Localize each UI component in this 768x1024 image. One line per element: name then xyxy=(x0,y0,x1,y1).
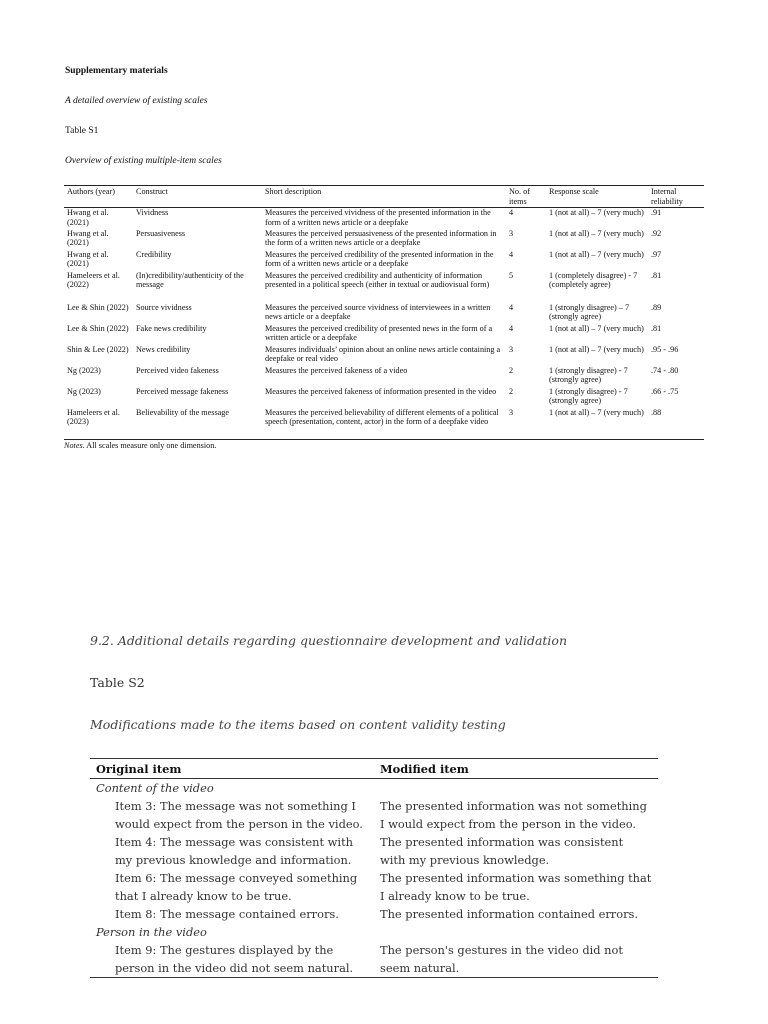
table-row xyxy=(90,869,658,905)
group-row xyxy=(90,779,658,798)
table-s2-title: Modifications made to the items based on content validity testing xyxy=(90,717,506,732)
cell-reliability: .91 xyxy=(651,208,662,218)
cell-modified-item: The person's gestures in the video did not seem natural. xyxy=(374,941,658,978)
group-row xyxy=(90,923,658,941)
section-heading: 9.2. Additional details regarding questionnaire development and validation xyxy=(90,633,567,648)
cell-description: Measures the perceived fakeness of information presented in the video xyxy=(265,386,497,396)
column-header-scale: Response scale xyxy=(546,186,648,208)
table-row xyxy=(64,366,704,387)
cell-scale: 1 (not at all) – 7 (very much) xyxy=(549,249,644,259)
cell-construct: Persuasiveness xyxy=(136,228,186,238)
column-header-description: Short description xyxy=(262,186,506,208)
cell-construct: Perceived message fakeness xyxy=(136,386,229,396)
column-header-modified: Modified item xyxy=(374,759,658,779)
cell-authors: Hwang et al. (2021) xyxy=(67,249,109,269)
table-s1-label: Table S1 xyxy=(65,126,99,136)
cell-modified-item: The presented information was consistent with my previous knowledge. xyxy=(380,835,624,867)
supplementary-heading: Supplementary materials xyxy=(65,66,168,76)
cell-construct: Source vividness xyxy=(136,302,192,312)
table-row xyxy=(64,345,704,366)
group-label-person: Person in the video xyxy=(96,925,207,939)
cell-modified-item: The presented information was something that I already know to be true. xyxy=(380,871,652,903)
cell-authors: Ng (2023) xyxy=(67,386,101,396)
cell-authors: Lee & Shin (2022) xyxy=(67,323,129,333)
cell-authors: Shin & Lee (2022) xyxy=(67,344,129,354)
cell-scale: 1 (not at all) – 7 (very much) xyxy=(549,323,644,333)
cell-reliability: .81 xyxy=(651,270,662,280)
cell-description: Measures the perceived vividness of the presented information in the form of a written news article or a deepfake xyxy=(265,208,491,227)
cell-reliability: .92 xyxy=(651,228,662,238)
table-s1-header-row xyxy=(64,186,704,208)
cell-items: 2 xyxy=(509,365,514,375)
table-s2-label: Table S2 xyxy=(90,675,145,690)
notes-text: . All scales measure only one dimension. xyxy=(82,441,217,450)
cell-description: Measures individuals’ opinion about an online news article containing a deepfake or real video xyxy=(265,344,501,364)
table-row xyxy=(64,208,704,229)
table-row xyxy=(64,408,704,440)
cell-construct: (In)credibility/authenticity of the message xyxy=(136,270,244,290)
cell-original-item: Item 3: The message was not something I would expect from the person in the video. xyxy=(115,799,363,831)
cell-modified-item: The presented information was not something I would expect from the person in the video. xyxy=(380,799,647,831)
notes-label: Notes xyxy=(64,441,83,450)
cell-description: Measures the perceived source vividness of interviewees in a written news article or a deepfake xyxy=(265,302,491,322)
cell-authors: Hwang et al. (2021) xyxy=(67,228,109,248)
cell-items: 4 xyxy=(509,323,514,333)
cell-original-item: Item 8: The message contained errors. xyxy=(115,907,339,921)
cell-scale: 1 (strongly disagree) – 7 (strongly agree) xyxy=(549,302,630,322)
cell-items: 2 xyxy=(509,386,514,396)
table-row xyxy=(64,271,704,303)
cell-scale: 1 (not at all) – 7 (very much) xyxy=(546,408,648,440)
cell-original-item: Item 9: The gestures displayed by the person in the video did not seem natural. xyxy=(90,941,374,978)
table-s2-header-row xyxy=(90,759,658,779)
cell-items: 5 xyxy=(509,270,514,280)
cell-construct: News credibility xyxy=(136,344,191,354)
table-s1-notes xyxy=(64,441,216,450)
cell-authors: Ng (2023) xyxy=(67,365,101,375)
cell-scale: 1 (not at all) – 7 (very much) xyxy=(549,208,644,218)
cell-construct: Fake news credibility xyxy=(136,323,207,333)
cell-scale: 1 (strongly disagree) - 7 (strongly agree) xyxy=(549,386,628,406)
table-row xyxy=(64,324,704,345)
cell-original-item: Item 4: The message was consistent with my previous knowledge and information. xyxy=(115,835,353,867)
cell-reliability: .81 xyxy=(651,323,662,333)
cell-description: Measures the perceived credibility of presented news in the form of a written article or a deepfake xyxy=(265,323,493,343)
cell-description: Measures the perceived fakeness of a video xyxy=(265,365,408,375)
cell-scale: 1 (not at all) – 7 (very much) xyxy=(549,344,644,354)
table-row xyxy=(64,387,704,408)
cell-description: Measures the perceived persuasiveness of the presented information in the form of a written news article or a deepfake xyxy=(265,228,497,248)
column-header-authors: Authors (year) xyxy=(64,186,133,208)
table-row xyxy=(90,905,658,923)
cell-authors: Hameleers et al. (2023) xyxy=(64,408,133,440)
cell-reliability: .97 xyxy=(651,249,662,259)
cell-authors: Lee & Shin (2022) xyxy=(67,302,129,312)
cell-scale: 1 (not at all) – 7 (very much) xyxy=(549,228,644,238)
column-header-items: No. of items xyxy=(506,186,546,208)
table-s1 xyxy=(64,185,704,440)
cell-items: 4 xyxy=(509,208,514,218)
cell-authors: Hameleers et al. (2022) xyxy=(67,270,120,290)
cell-items: 4 xyxy=(509,249,514,259)
cell-reliability: .88 xyxy=(648,408,704,440)
table-s1-title: Overview of existing multiple-item scales xyxy=(65,156,222,166)
cell-description: Measures the perceived believability of different elements of a political speech (presentation, content, actor) in the form of a deepfake video xyxy=(262,408,506,440)
cell-authors: Hwang et al. (2021) xyxy=(67,208,109,227)
column-header-construct: Construct xyxy=(133,186,262,208)
table-row xyxy=(90,797,658,833)
table-s2 xyxy=(90,758,658,978)
cell-reliability: .95 - .96 xyxy=(651,344,679,354)
cell-original-item: Item 6: The message conveyed something that I already know to be true. xyxy=(115,871,358,903)
table-row xyxy=(64,303,704,324)
cell-construct: Believability of the message xyxy=(133,408,262,440)
supplementary-subheading: A detailed overview of existing scales xyxy=(65,96,208,106)
cell-items: 3 xyxy=(509,228,514,238)
cell-modified-item: The presented information contained errors. xyxy=(380,907,639,921)
cell-construct: Credibility xyxy=(136,249,172,259)
cell-items: 4 xyxy=(509,302,514,312)
table-row xyxy=(90,941,658,978)
cell-description: Measures the perceived credibility and authenticity of information presented in a political speech (either in textual or audiovisual form) xyxy=(265,270,490,290)
table-row xyxy=(64,229,704,250)
cell-items: 3 xyxy=(509,344,514,354)
cell-reliability: .66 - .75 xyxy=(651,386,679,396)
cell-scale: 1 (strongly disagree) - 7 (strongly agree) xyxy=(549,365,628,385)
column-header-reliability: Internal reliability xyxy=(648,186,704,208)
table-row xyxy=(64,250,704,271)
cell-items: 3 xyxy=(506,408,546,440)
column-header-original: Original item xyxy=(90,759,374,779)
cell-scale: 1 (completely disagree) - 7 (completely agree) xyxy=(549,270,638,290)
cell-construct: Perceived video fakeness xyxy=(136,365,219,375)
cell-construct: Vividness xyxy=(136,208,169,218)
table-row xyxy=(90,833,658,869)
group-label-content: Content of the video xyxy=(96,781,214,795)
cell-reliability: .89 xyxy=(651,302,662,312)
cell-description: Measures the perceived credibility of the presented information in the form of a written news article or a deepfake xyxy=(265,249,494,269)
cell-reliability: .74 - .80 xyxy=(651,365,679,375)
